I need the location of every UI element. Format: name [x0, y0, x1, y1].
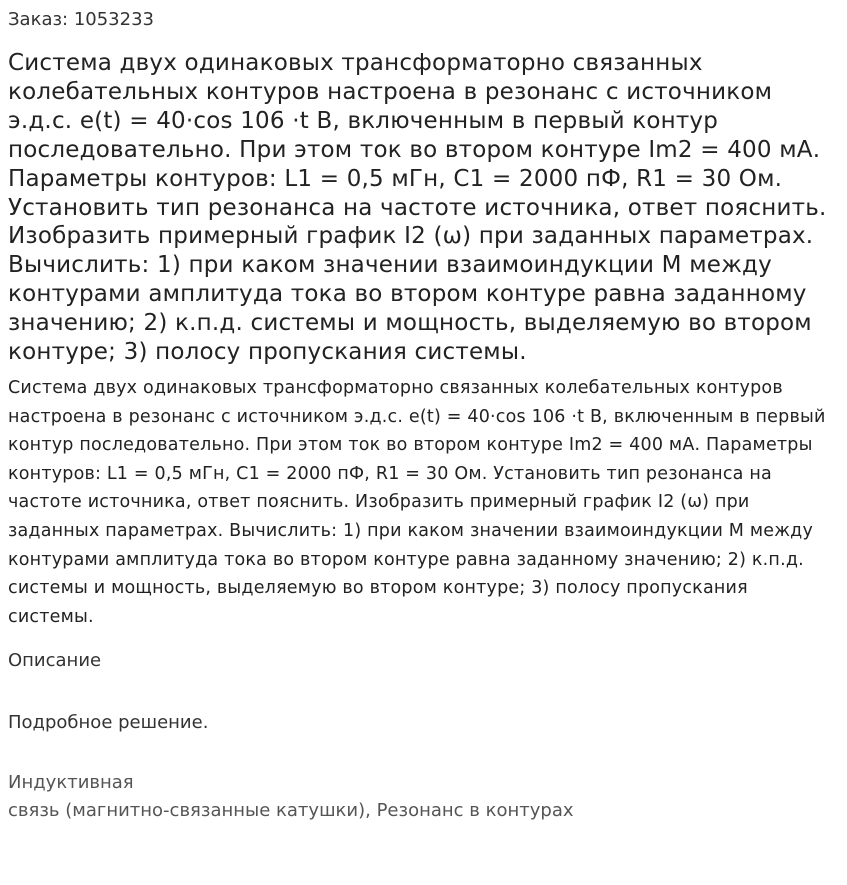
- order-number: Заказ: 1053233: [8, 9, 154, 30]
- description-heading: Описание: [8, 650, 102, 672]
- tag-inductive[interactable]: Индуктивная: [8, 772, 134, 794]
- tag-coupling-resonance[interactable]: связь (магнитно-связанные катушки), Резонанс в контурах: [8, 800, 574, 822]
- task-description: Система двух одинаковых трансформаторно связанных колебательных контуров настроена в резонанс с источником э.д.с. e(t) = 40·cos 106 ·t В, включенным в первый контур последовательно. При этом ток во втором контуре Im2 = 400 мА. Параметры контуров: L1 = 0,5 мГн, С1 = 2000 пФ, R1 = 30 Ом. Установить тип резонанса на частоте источника, ответ пояснить. Изобразить примерный график I2 (ω) при заданных параметрах. Вычислить: 1) при каком значении взаимоиндукции М между контурами амплитуда тока во втором контуре равна заданному значению; 2) к.п.д. системы и мощность, выделяемую во втором контуре; 3) полосу пропускания системы.: [8, 377, 826, 627]
- solution-text: Подробное решение.: [8, 712, 209, 734]
- tags-list: [8, 769, 839, 825]
- task-title: Система двух одинаковых трансформаторно связанных колебательных контуров настроена в резонанс с источником э.д.с. e(t) = 40·cos 106 ·t В, включенным в первый контур последовательно. При этом ток во втором контуре Im2 = 400 мА. Параметры контуров: L1 = 0,5 мГн, С1 = 2000 пФ, R1 = 30 Ом. Установить тип резонанса на частоте источника, ответ пояснить. Изобразить примерный график I2 (ω) при заданных параметрах. Вычислить: 1) при каком значении взаимоиндукции М между контурами амплитуда тока во втором контуре равна заданному значению; 2) к.п.д. системы и мощность, выделяемую во втором контуре; 3) полосу пропускания системы.: [8, 50, 827, 366]
